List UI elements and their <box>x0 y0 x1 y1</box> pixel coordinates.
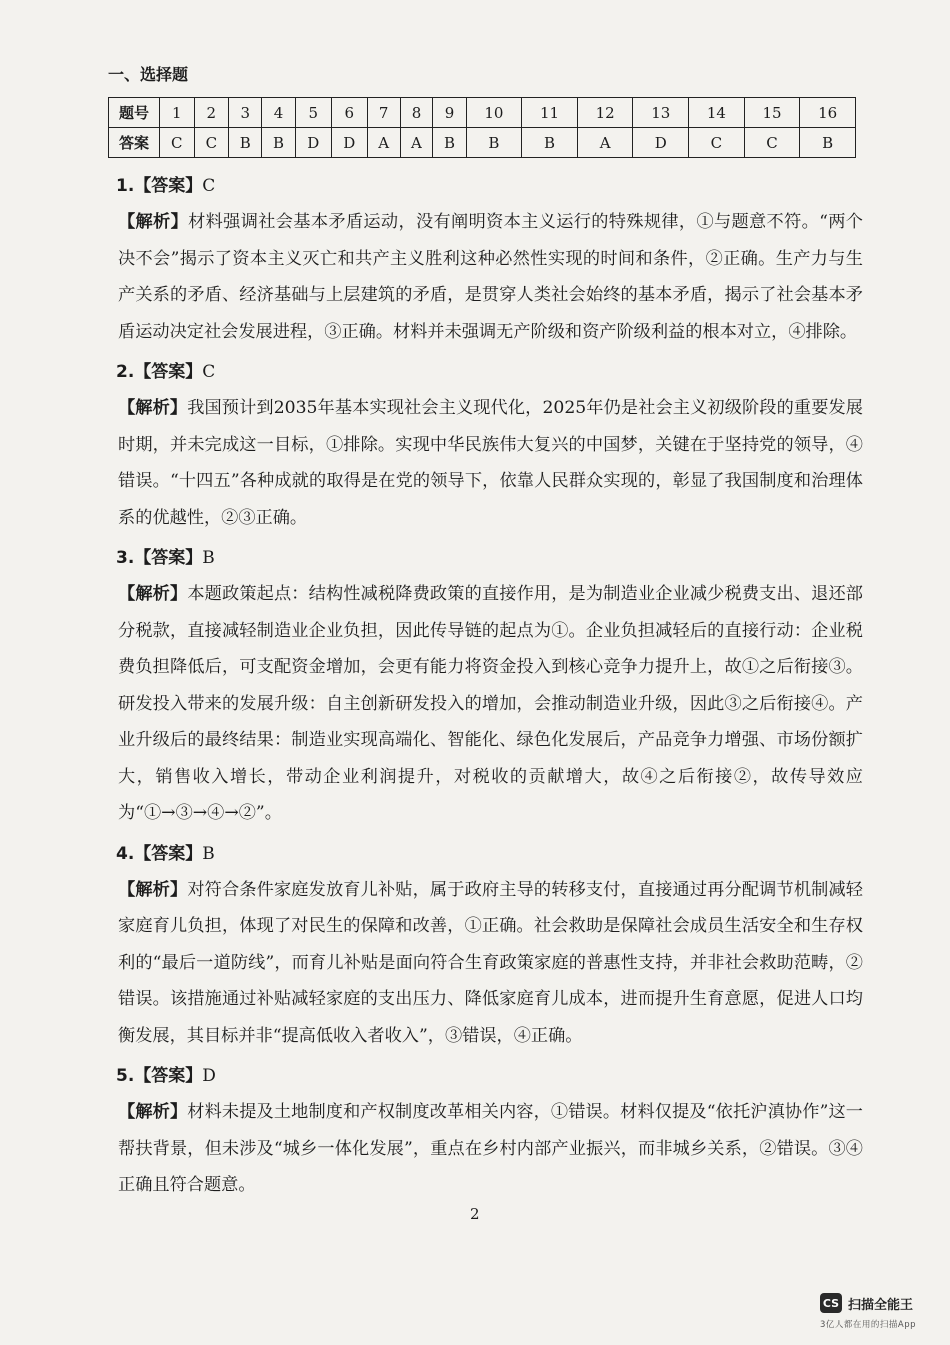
answer-tag: 【答案】 <box>134 843 203 864</box>
answer-cell: D <box>295 128 331 158</box>
question-number: 12 <box>577 98 633 128</box>
question-number: 10 <box>466 98 522 128</box>
answer-tag: 【答案】 <box>134 176 203 196</box>
analysis-paragraph <box>118 872 863 1055</box>
row-label: 答案 <box>109 128 160 158</box>
answer-cell: A <box>577 128 633 158</box>
question-number: 5 <box>295 98 331 128</box>
answer-value: C <box>202 362 216 382</box>
question-answer-line <box>116 356 863 388</box>
question-block <box>118 1060 863 1204</box>
question-number: 3 <box>229 98 262 128</box>
question-block <box>118 170 863 350</box>
question-number: 6 <box>331 98 367 128</box>
analysis-tag: 【解析】 <box>118 584 188 604</box>
answer-cell: C <box>160 128 195 158</box>
question-number: 15 <box>744 98 800 128</box>
question-block <box>118 542 863 832</box>
question-number: 4 <box>262 98 295 128</box>
answer-cell: C <box>744 128 800 158</box>
answer-cell: B <box>433 128 466 158</box>
answer-cell: B <box>262 128 295 158</box>
answer-cell: C <box>689 128 745 158</box>
question-number: 14 <box>689 98 745 128</box>
answer-row <box>109 128 856 158</box>
question-number: 7 <box>367 98 400 128</box>
analysis-paragraph <box>118 1094 863 1204</box>
question-block <box>118 838 863 1055</box>
question-answer-line <box>116 542 863 574</box>
answer-tag: 【答案】 <box>134 362 203 382</box>
question-number-label: 1. <box>116 176 135 196</box>
scanner-watermark <box>820 1293 913 1313</box>
scanner-tagline: 3亿人都在用的扫描App <box>820 1320 917 1330</box>
answer-cell: B <box>800 128 856 158</box>
analysis-text: 材料强调社会基本矛盾运动，没有阐明资本主义运行的特殊规律，①与题意不符。“两个决不会”揭示了资本主义灭亡和共产主义胜利这种必然性实现的时间和条件，②正确。生产力与生产关系的矛盾、经济基础与上层建筑的矛盾，是贯穿人类社会始终的基本矛盾，揭示了社会基本矛盾运动决定社会发展进程，③正确。材料并未强调无产阶级和资产阶级利益的根本对立，④排除。 <box>118 212 863 342</box>
scanner-app-name: 扫描全能王 <box>848 1297 914 1313</box>
question-number: 9 <box>433 98 466 128</box>
explanations <box>118 170 863 1210</box>
question-number-label: 4. <box>116 843 135 864</box>
answer-value: D <box>202 1066 216 1086</box>
analysis-text: 本题政策起点：结构性减税降费政策的直接作用，是为制造业企业减少税费支出、退还部分税款，直接减轻制造业企业负担，因此传导链的起点为①。企业负担减轻后的直接行动：企业税费负担降低后，可支配资金增加，会更有能力将资金投入到核心竞争力提升上，故①之后衔接③。研发投入带来的发展升级：自主创新研发投入的增加，会推动制造业升级，因此③之后衔接④。产业升级后的最终结果：制造业实现高端化、智能化、绿色化发展后，产品竞争力增强、市场份额扩大，销售收入增长，带动企业利润提升，对税收的贡献增大，故④之后衔接②，故传导效应为“①→③→④→②”。 <box>118 584 863 823</box>
analysis-paragraph <box>118 576 863 832</box>
analysis-text: 对符合条件家庭发放育儿补贴，属于政府主导的转移支付，直接通过再分配调节机制减轻家庭育儿负担，体现了对民生的保障和改善，①正确。社会救助是保障社会成员生活安全和生存权利的“最后一道防线”，而育儿补贴是面向符合生育政策家庭的普惠性支持，并非社会救助范畴，②错误。该措施通过补贴减轻家庭的支出压力、降低家庭育儿成本，进而提升生育意愿，促进人口均衡发展，其目标并非“提高低收入者收入”，③错误，④正确。 <box>118 879 863 1046</box>
question-number-label: 5. <box>116 1066 135 1086</box>
answer-value: B <box>202 843 215 864</box>
answer-tag: 【答案】 <box>134 1066 203 1086</box>
question-number: 2 <box>194 98 229 128</box>
answer-cell: A <box>367 128 400 158</box>
answer-cell: D <box>633 128 689 158</box>
answer-table <box>108 97 856 158</box>
question-number-label: 3. <box>116 548 135 568</box>
answer-value: C <box>202 176 216 196</box>
answer-cell: B <box>466 128 522 158</box>
analysis-text: 我国预计到2035年基本实现社会主义现代化，2025年仍是社会主义初级阶段的重要发展时期，并未完成这一目标，①排除。实现中华民族伟大复兴的中国梦，关键在于坚持党的领导，④错误。“十四五”各种成就的取得是在党的领导下，依靠人民群众实现的，彰显了我国制度和治理体系的优越性，②③正确。 <box>118 398 863 528</box>
section-title: 一、选择题 <box>108 65 189 84</box>
answer-cell: B <box>229 128 262 158</box>
question-number-label: 2. <box>116 362 135 382</box>
analysis-tag: 【解析】 <box>118 212 189 232</box>
question-number: 8 <box>400 98 433 128</box>
analysis-text: 材料未提及土地制度和产权制度改革相关内容，①错误。材料仅提及“依托沪滇协作”这一帮扶背景，但未涉及“城乡一体化发展”，重点在乡村内部产业振兴，而非城乡关系，②错误。③④正确且符合题意。 <box>118 1102 863 1195</box>
analysis-tag: 【解析】 <box>118 398 188 418</box>
page-number: 2 <box>470 1205 480 1223</box>
question-number-row <box>109 98 856 128</box>
analysis-tag: 【解析】 <box>118 1102 188 1122</box>
analysis-paragraph <box>118 390 863 536</box>
question-number: 1 <box>160 98 195 128</box>
cs-logo-icon: CS <box>820 1293 842 1313</box>
answer-cell: C <box>194 128 229 158</box>
analysis-paragraph <box>118 204 863 350</box>
question-number: 11 <box>522 98 578 128</box>
question-number: 13 <box>633 98 689 128</box>
question-answer-line <box>116 1060 863 1092</box>
answer-cell: D <box>331 128 367 158</box>
row-label: 题号 <box>109 98 160 128</box>
answer-tag: 【答案】 <box>134 548 203 568</box>
question-number: 16 <box>800 98 856 128</box>
answer-cell: A <box>400 128 433 158</box>
question-answer-line <box>116 170 863 202</box>
analysis-tag: 【解析】 <box>118 879 188 900</box>
answer-value: B <box>202 548 215 568</box>
question-answer-line <box>116 838 863 870</box>
question-block <box>118 356 863 536</box>
answer-cell: B <box>522 128 578 158</box>
